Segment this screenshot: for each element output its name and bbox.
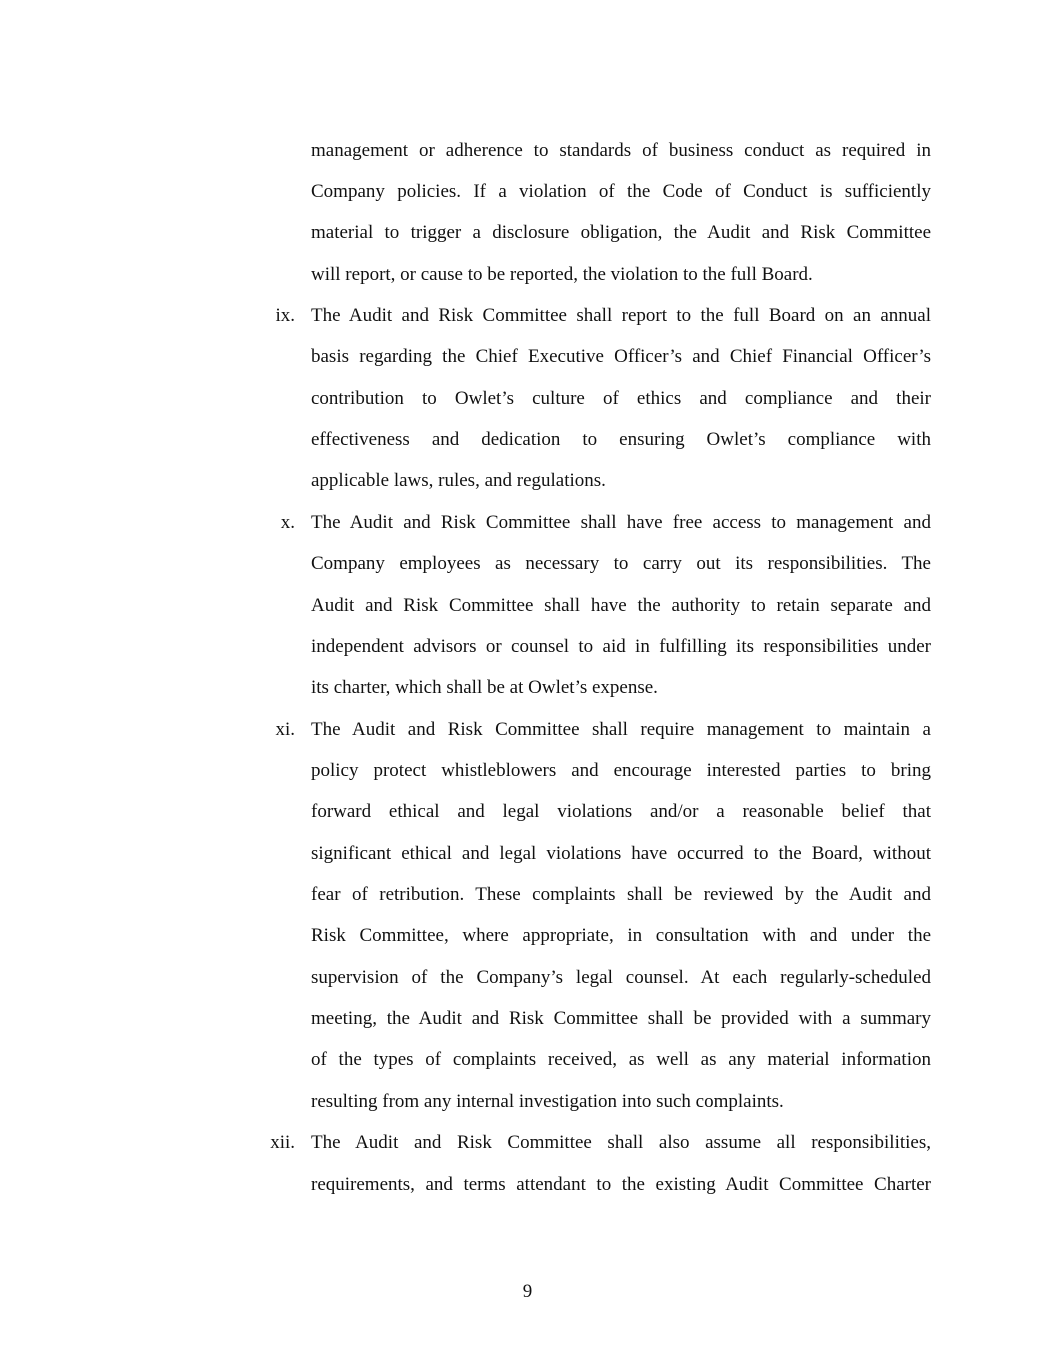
item-marker: xi.: [275, 719, 295, 740]
text-line: requirements, and terms attendant to the existing Audit Committee Charter: [311, 1174, 931, 1195]
text-line: will report, or cause to be reported, the violation to the full Board.: [311, 264, 813, 285]
text-line: The Audit and Risk Committee shall have free access to management and: [311, 512, 931, 533]
text-line: Company employees as necessary to carry out its responsibilities. The: [311, 553, 931, 574]
text-line: Risk Committee, where appropriate, in consultation with and under the: [311, 925, 931, 946]
page-number: 9: [522, 1281, 533, 1302]
text-line: management or adherence to standards of business conduct as required in: [311, 140, 931, 161]
text-line: independent advisors or counsel to aid in fulfilling its responsibilities under: [311, 636, 931, 657]
item-marker: ix.: [275, 305, 295, 326]
text-line: supervision of the Company’s legal counsel. At each regularly-scheduled: [311, 967, 931, 988]
text-line: forward ethical and legal violations and/or a reasonable belief that: [311, 801, 931, 822]
text-line: contribution to Owlet’s culture of ethics and compliance and their: [311, 388, 931, 409]
text-line: meeting, the Audit and Risk Committee shall be provided with a summary: [311, 1008, 931, 1029]
text-line: its charter, which shall be at Owlet’s expense.: [311, 677, 658, 698]
text-line: significant ethical and legal violations have occurred to the Board, without: [311, 843, 931, 864]
text-line: of the types of complaints received, as well as any material information: [311, 1049, 931, 1070]
text-line: resulting from any internal investigation into such complaints.: [311, 1091, 784, 1112]
text-line: material to trigger a disclosure obligation, the Audit and Risk Committee: [311, 222, 931, 243]
text-line: The Audit and Risk Committee shall also assume all responsibilities,: [311, 1132, 931, 1153]
text-line: basis regarding the Chief Executive Officer’s and Chief Financial Officer’s: [311, 346, 931, 367]
text-line: fear of retribution. These complaints shall be reviewed by the Audit and: [311, 884, 931, 905]
text-line: policy protect whistleblowers and encourage interested parties to bring: [311, 760, 931, 781]
text-line: applicable laws, rules, and regulations.: [311, 470, 606, 491]
text-line: Company policies. If a violation of the Code of Conduct is sufficiently: [311, 181, 931, 202]
item-marker: xii.: [270, 1132, 295, 1153]
text-line: Audit and Risk Committee shall have the authority to retain separate and: [311, 595, 931, 616]
text-line: The Audit and Risk Committee shall report to the full Board on an annual: [311, 305, 931, 326]
item-marker: x.: [280, 512, 295, 533]
text-line: effectiveness and dedication to ensuring Owlet’s compliance with: [311, 429, 931, 450]
text-line: The Audit and Risk Committee shall require management to maintain a: [311, 719, 931, 740]
